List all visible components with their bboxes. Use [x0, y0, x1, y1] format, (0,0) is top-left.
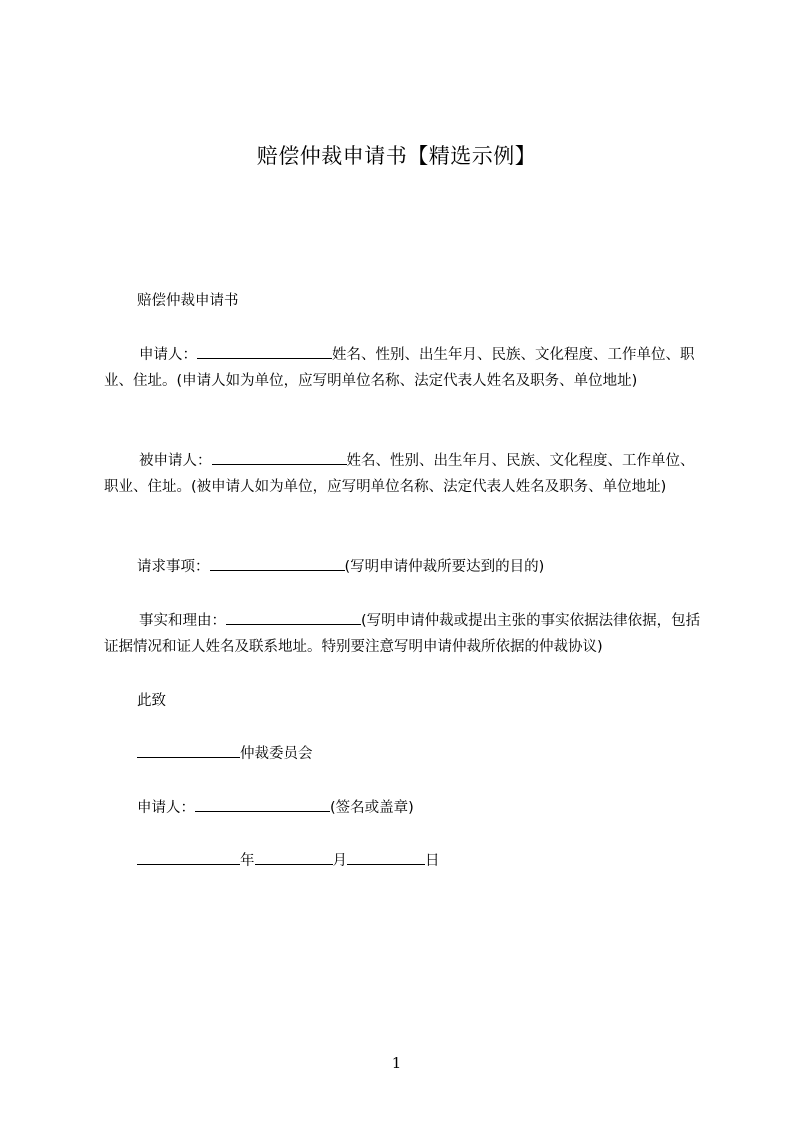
closing-text: 此致 [137, 693, 166, 709]
applicant-label: 申请人： [139, 347, 197, 363]
request-blank [210, 555, 345, 571]
respondent-label: 被申请人： [139, 453, 212, 469]
page-number: 1 [391, 1054, 402, 1072]
request-label: 请求事项： [137, 559, 210, 575]
sign-note: (签名或盖章) [330, 800, 414, 816]
facts-text: (写明申请仲裁或提出主张的事实依据法律依据，包括证据情况和证人姓名及联系地址。特别要注意写明申请仲裁所依据的仲裁协议) [104, 613, 701, 655]
committee-text: 仲裁委员会 [240, 746, 313, 762]
request-text: (写明申请仲裁所要达到的目的) [344, 559, 545, 575]
month-blank [255, 849, 333, 865]
applicant-text: 姓名、性别、出生年月、民族、文化程度、工作单位、职业、住址。(申请人如为单位，应写明单位名称、法定代表人姓名及职务、单位地址) [104, 347, 695, 389]
signature-line [104, 795, 737, 821]
date-year: 年 [240, 853, 255, 869]
facts-blank [226, 609, 361, 625]
closing-line [104, 688, 737, 714]
sign-label: 申请人： [137, 800, 195, 816]
committee-blank [137, 742, 240, 758]
respondent-blank [212, 449, 347, 465]
applicant-paragraph [104, 342, 704, 394]
sign-blank [195, 796, 330, 812]
respondent-paragraph [104, 448, 704, 500]
date-line [104, 848, 737, 874]
facts-label: 事实和理由： [139, 613, 226, 629]
document-title: 赔偿仲裁申请书【精选示例】 [256, 144, 537, 168]
day-blank [347, 849, 425, 865]
section-heading [104, 288, 737, 314]
date-day: 日 [425, 853, 440, 869]
facts-paragraph [104, 608, 704, 660]
request-paragraph [104, 554, 704, 580]
committee-line [104, 741, 737, 767]
year-blank [137, 849, 240, 865]
applicant-blank [197, 343, 332, 359]
respondent-text: 姓名、性别、出生年月、民族、文化程度、工作单位、职业、住址。(被申请人如为单位，应写明单位名称、法定代表人姓名及职务、单位地址) [104, 453, 695, 495]
heading-text: 赔偿仲裁申请书 [137, 293, 239, 309]
date-month: 月 [332, 853, 347, 869]
